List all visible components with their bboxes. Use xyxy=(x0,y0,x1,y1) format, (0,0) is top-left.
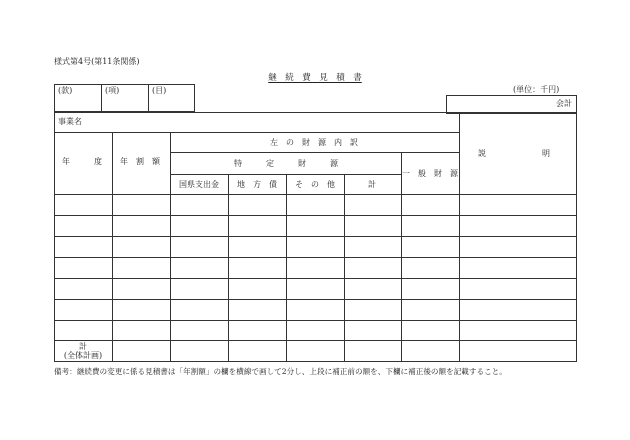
document-title: 継 続 費 見 積 書 xyxy=(268,73,362,83)
account-label: 会計 xyxy=(556,99,572,108)
note-text: 備考：継続費の変更に係る見積書は「年割額」の欄を横線で画して2分し、上段に補正前の額を、下欄に補正後の額を記載すること。 xyxy=(54,367,507,376)
col-explanation: 説 明 xyxy=(478,149,550,158)
form-number: 様式第4号(第11条関係) xyxy=(54,57,140,66)
col-annual-amount: 年 割 額 xyxy=(120,157,160,166)
col-local-bond: 地 方 債 xyxy=(237,180,277,189)
header-kan: (款) xyxy=(58,86,73,95)
col-general: 一 般 財 源 xyxy=(402,169,458,178)
unit-label: (単位：千円) xyxy=(513,85,560,94)
total-label: 計 xyxy=(79,342,87,351)
total-sub-label: (全体計画) xyxy=(63,351,103,360)
header-kou: (項) xyxy=(105,86,120,95)
col-breakdown: 左 の 財 源 内 訳 xyxy=(270,138,358,147)
col-subtotal: 計 xyxy=(368,180,376,189)
col-other: そ の 他 xyxy=(295,180,335,189)
col-national-pref: 国県支出金 xyxy=(179,180,219,189)
col-year: 年 度 xyxy=(62,157,102,166)
header-moku: (目) xyxy=(152,86,167,95)
header-codes-box xyxy=(54,84,195,112)
project-name-label: 事業名 xyxy=(58,117,82,126)
col-specific: 特 定 財 源 xyxy=(234,159,338,168)
